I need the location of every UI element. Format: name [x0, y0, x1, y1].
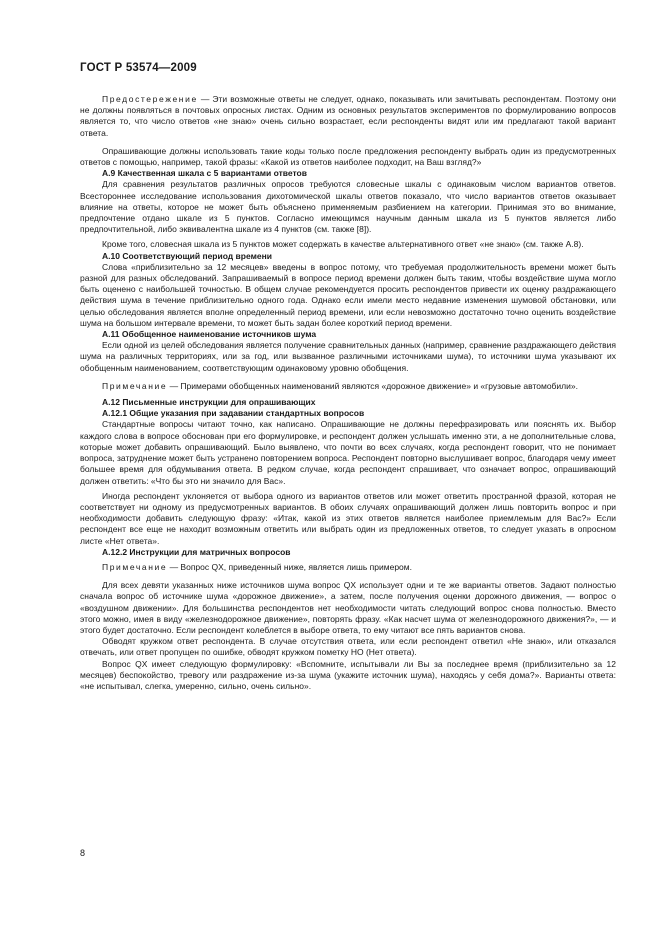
document-header: ГОСТ Р 53574—2009: [80, 62, 197, 74]
note-1-label: Примечание: [102, 380, 168, 391]
caution-label: Предостережение: [102, 94, 198, 104]
note-2-label: Примечание: [102, 561, 168, 572]
section-a12-2-paragraph-2: Обводят кружком ответ респондента. В случае отсутствия ответа, или если респондент ответил «Не знаю», или отказался отвечать, или ответ пропущен по ошибке, обводят кружком пометку НО (Нет ответа).: [80, 636, 616, 658]
section-a12-1-paragraph-2: Иногда респондент уклоняется от выбора одного из вариантов ответов или может ответить пространной фразой, которая не соответствует ни одному из предусмотренных вариантов. В обоих случаях опрашивающий должен лишь повторить вопрос и при необходимости добавить следующую фразу: «Итак, какой из этих ответов является наиболее приемлемым для Вас?» Если респондент все еще не находит возможным ответить или выбрать один из предложенных ответов, то следует указать в опросном листе «Нет ответа».: [80, 490, 616, 546]
section-a12-1-heading: А.12.1 Общие указания при задавании стандартных вопросов: [102, 408, 365, 419]
paragraph-codes: Опрашивающие должны использовать такие коды только после предложения респонденту выбрать один из предусмотренных ответов с помощью, например, такой фразы: «Какой из ответов наиболее подходит, на Ваш взгляд?»: [80, 145, 616, 168]
section-a10-heading: А.10 Соответствующий период времени: [102, 250, 272, 261]
section-a12-2-paragraph-1: Для всех девяти указанных ниже источников шума вопрос QX использует одни и те же варианты ответов. Задают полностью сначала вопрос об источнике шума «дорожное движение», а затем, после получения оценки дорожного движения, — вопрос о «воздушном движении». Для большинства респондентов нет необходимости читать следующий вопрос снова полностью. Вместо этого можно, имея в виду «железнодорожное движение», повторять фразу. «Как насчет шума от железнодорожного движения?», — и этого будет достаточно. Если респондент колеблется в выборе ответа, то ему читают все пять вариантов снова.: [80, 580, 616, 635]
caution-paragraph: [80, 94, 616, 139]
section-a12-2-heading: А.12.2 Инструкции для матричных вопросов: [102, 546, 291, 557]
section-a9-paragraph-2: Кроме того, словесная шкала из 5 пунктов может содержать в качестве альтернативного ответ «не знаю» (см. также А.8).: [102, 239, 584, 250]
note-1-text: — Примерами обобщенных наименований являются «дорожное движение» и «грузовые автомобили».: [167, 380, 578, 391]
page-number: 8: [80, 848, 86, 858]
section-a11-paragraph: Если одной из целей обследования является получение сравнительных данных (например, сравнение раздражающего действия шума на различных территориях, или за год, или вызванное различными источниками шума), то источники шума указывают их обобщенным наименованием, соответствующим одинаковому уровню обобщения.: [80, 340, 616, 373]
note-2: [80, 562, 616, 573]
section-a12-2-paragraph-3: Вопрос QX имеет следующую формулировку: «Вспомните, испытывали ли Вы за последнее время (приблизительно за 12 месяцев) беспокойство, тревогу или раздражение из-за шума (укажите источник шума), находясь у себя дома?». Варианты ответа: «не испытывал, слегка, умеренно, сильно, очень сильно».: [80, 658, 616, 691]
section-a9-paragraph-1: Для сравнения результатов различных опросов требуются словесные шкалы с одинаковым числом вариантов ответов. Всестороннее исследование использования дихотомической шкалы ответов показало, что число вариантов ответов оказывает влияние на ответы, которое не может быть объяснено применяемым разбиением на категории. Принимая это во внимание, предпочтение отдано шкале из 5 пунктов. Согласно имеющимся научным данным шкала из 5 пунктов является либо предпочтительной, либо эквивалентна шкале из 4 пунктов (см. также [8]).: [80, 179, 616, 235]
section-a9-heading: А.9 Качественная шкала с 5 вариантами ответов: [102, 168, 307, 179]
section-a11-heading: А.11 Обобщенное наименование источников шума: [102, 329, 317, 340]
note-1: [80, 381, 616, 392]
section-a12-heading: А.12 Письменные инструкции для опрашивающих: [102, 397, 316, 408]
note-2-text: — Вопрос QX, приведенный ниже, является лишь примером.: [167, 561, 412, 572]
document-body: [80, 94, 616, 692]
section-a10-paragraph: Слова «приблизительно за 12 месяцев» введены в вопрос потому, что требуемая продолжительность времени может быть разной для разных обследований. Запрашиваемый в вопросе период времени должен быть таким, чтобы воздействие шума могло быть оценено с наибольшей точностью. В общем случае рекомендуется просить респондентов привести их оценку раздражающего действия шума в течение приблизительно одного года. Однако если имели место недавние изменения шумовой обстановки, или целью обследования является вполне определенный период времени, или если невозможно достаточно точно оценить воздействие шума на большом интервале времени, то может быть задан более короткий период времени.: [80, 261, 616, 328]
section-a12-1-paragraph-1: Стандартные вопросы читают точно, как написано. Опрашивающие не должны перефразировать или пояснять их. Выбор каждого слова в вопросе обоснован при его формулировке, и респондент должен услышать именно эти, а не дополнительные слова, которые может добавить опрашивающий. Было выявлено, что почти во всех случаях, когда респондент говорит, что не понимает вопроса, затруднение может быть устранено повторением вопроса. Респондент повторно выслушивает вопрос, благодаря чему имеет большее время для обдумывания ответа. В редком случае, когда респондент спрашивает, что означает вопрос, опрашивающий должен ответить: «Что бы это ни значило для Вас».: [80, 419, 616, 486]
caution-text: — Эти возможные ответы не следует, однако, показывать или зачитывать респондентам. Поэтому они не должны появляться в почтовых опросных листах. Одним из основных результатов экспериментов по формулированию вопросов является то, что число ответов «не знаю» очень сильно возрастает, если респонденты видят или им предлагают такой вариант ответа.: [80, 94, 616, 138]
